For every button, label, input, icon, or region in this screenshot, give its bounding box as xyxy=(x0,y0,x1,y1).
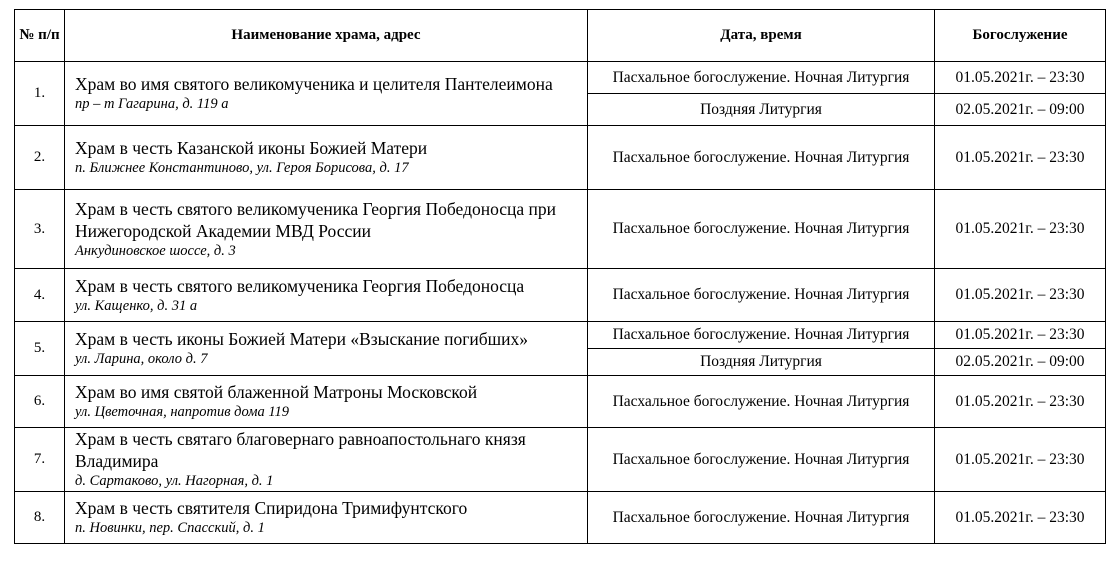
church-address: ул. Кащенко, д. 31 а xyxy=(75,297,198,314)
datetime-cell: 01.05.2021г. – 23:30 xyxy=(935,492,1106,544)
row-number: 3. xyxy=(15,190,65,269)
church-cell xyxy=(65,269,588,322)
church-cell xyxy=(65,190,588,269)
services-table xyxy=(14,9,1106,544)
church-address: д. Сартаково, ул. Нагорная, д. 1 xyxy=(75,473,274,489)
datetime-cell: 01.05.2021г. – 23:30 xyxy=(935,126,1106,190)
service-cell: Пасхальное богослужение. Ночная Литургия xyxy=(588,492,935,544)
church-cell xyxy=(65,62,588,126)
church-title: Храм в честь святого великомученика Георгия Победоносца при Нижегородской Академии МВД России xyxy=(75,198,557,241)
datetime-cell: 02.05.2021г. – 09:00 xyxy=(935,94,1106,126)
service-cell: Пасхальное богослужение. Ночная Литургия xyxy=(588,269,935,322)
service-cell: Пасхальное богослужение. Ночная Литургия xyxy=(588,126,935,190)
church-address: п. Ближнее Константиново, ул. Героя Борисова, д. 17 xyxy=(75,160,409,176)
table-row xyxy=(15,126,1106,190)
church-cell xyxy=(65,428,588,492)
church-address: Анкудиновское шоссе, д. 3 xyxy=(75,242,236,259)
church-cell xyxy=(65,322,588,376)
church-cell xyxy=(65,492,588,544)
service-cell: Пасхальное богослужение. Ночная Литургия xyxy=(588,62,935,94)
service-cell: Пасхальное богослужение. Ночная Литургия xyxy=(588,322,935,349)
service-cell: Поздняя Литургия xyxy=(588,349,935,376)
row-number: 1. xyxy=(15,62,65,126)
church-address: п. Новинки, пер. Спасский, д. 1 xyxy=(75,520,265,536)
church-title: Храм во имя святой блаженной Матроны Московской xyxy=(75,382,478,402)
row-number: 4. xyxy=(15,269,65,322)
service-cell: Поздняя Литургия xyxy=(588,94,935,126)
datetime-cell: 01.05.2021г. – 23:30 xyxy=(935,428,1106,492)
table-row xyxy=(15,492,1106,544)
church-title: Храм в честь святителя Спиридона Тримифунтского xyxy=(75,498,468,518)
row-number: 5. xyxy=(15,322,65,376)
row-number: 2. xyxy=(15,126,65,190)
header-service: Богослужение xyxy=(935,10,1106,62)
church-cell xyxy=(65,376,588,428)
row-number: 8. xyxy=(15,492,65,544)
datetime-cell: 02.05.2021г. – 09:00 xyxy=(935,349,1106,376)
church-address: ул. Цветочная, напротив дома 119 xyxy=(75,404,289,420)
table-row xyxy=(15,322,1106,349)
church-title: Храм в честь иконы Божией Матери «Взыскание погибших» xyxy=(75,329,528,349)
church-address: пр – т Гагарина, д. 119 а xyxy=(75,96,229,112)
church-cell xyxy=(65,126,588,190)
church-title: Храм в честь Казанской иконы Божией Матери xyxy=(75,138,428,158)
header-name: Наименование храма, адрес xyxy=(65,10,588,62)
datetime-cell: 01.05.2021г. – 23:30 xyxy=(935,376,1106,428)
church-title: Храм в честь святого великомученика Георгия Победоносца xyxy=(75,275,525,296)
header-date: Дата, время xyxy=(588,10,935,62)
table-row xyxy=(15,190,1106,269)
table-row xyxy=(15,62,1106,94)
datetime-cell: 01.05.2021г. – 23:30 xyxy=(935,190,1106,269)
church-address: ул. Ларина, около д. 7 xyxy=(75,351,208,367)
table-row xyxy=(15,428,1106,492)
service-cell: Пасхальное богослужение. Ночная Литургия xyxy=(588,428,935,492)
table-row xyxy=(15,269,1106,322)
datetime-cell: 01.05.2021г. – 23:30 xyxy=(935,269,1106,322)
service-cell: Пасхальное богослужение. Ночная Литургия xyxy=(588,190,935,269)
datetime-cell: 01.05.2021г. – 23:30 xyxy=(935,62,1106,94)
header-num: № п/п xyxy=(15,10,65,62)
row-number: 6. xyxy=(15,376,65,428)
table-row xyxy=(15,376,1106,428)
church-title: Храм во имя святого великомученика и целителя Пантелеимона xyxy=(75,74,553,94)
service-cell: Пасхальное богослужение. Ночная Литургия xyxy=(588,376,935,428)
table-header-row xyxy=(15,10,1106,62)
datetime-cell: 01.05.2021г. – 23:30 xyxy=(935,322,1106,349)
row-number: 7. xyxy=(15,428,65,492)
church-title: Храм в честь святаго благовернаго равноапостольнаго князя Владимира xyxy=(75,429,526,471)
